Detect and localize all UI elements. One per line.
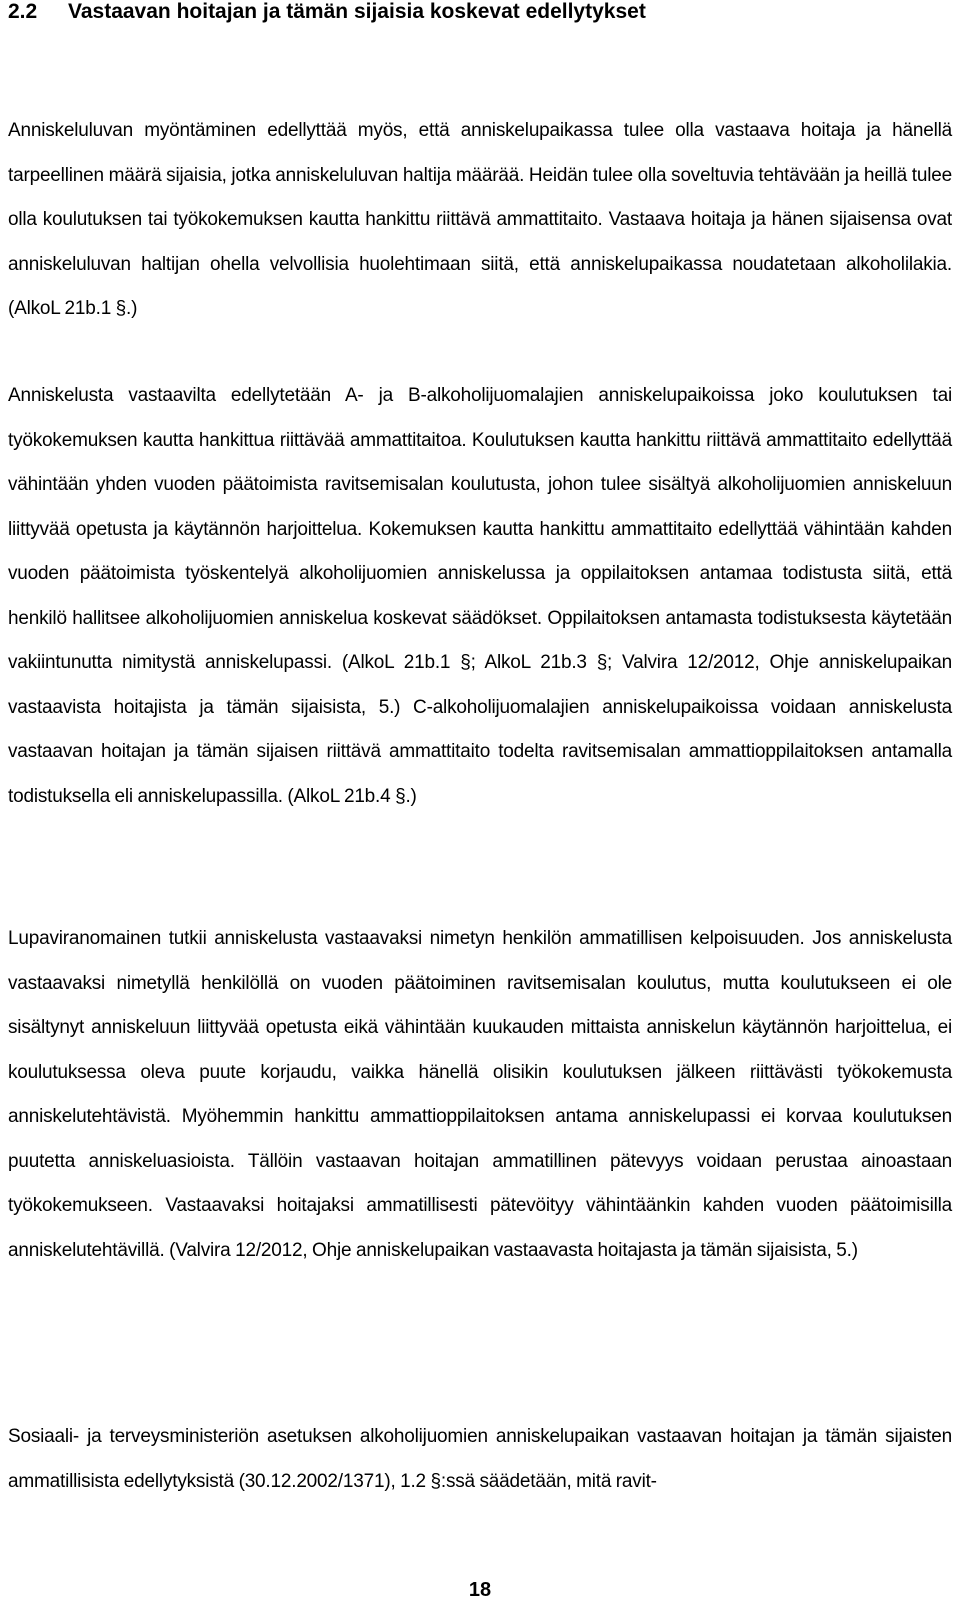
paragraph-competence-requirements: Anniskelusta vastaavilta edellytetään A- ja B-alkoholijuomalajien anniskelupaikoissa joko koulutuksen tai työkokemuksen kautta hankittua riittävää ammattitaitoa. Koulutuksen kautta hankittu riittävä ammattitaito edellyttää vähintään yhden vuoden päätoimista ravitsemisalan koulutusta, johon tulee sisältyä alkoholijuomien anniskeluun liittyvää opetusta ja käytännön harjoittelua. Kokemuksen kautta hankittu ammattitaito edellyttää vähintään kahden vuoden päätoimista työskentelyä alkoholijuomien anniskelussa ja oppilaitoksen antamaa todistusta siitä, että henkilö hallitsee alkoholijuomien anniskelua koskevat säädökset. Oppilaitoksen antamasta todistuksesta käytetään vakiintunutta nimitystä anniskelupassi. (AlkoL 21b.1 §; AlkoL 21b.3 §; Valvira 12/2012, Ohje anniskelupaikan vastaavista hoitajista ja tämän sijaisista, 5.) C-alkoholijuomalajien anniskelupaikoissa voidaan anniskelusta vastaavan hoitajan ja tämän sijaisen riittävä ammattitaito todelta ravitsemisalan ammattioppilaitoksen antamalla todistuksella eli anniskelupassilla. (AlkoL 21b.4 §.) <box>8 385 952 807</box>
paragraph-licensing-authority: Lupaviranomainen tutkii anniskelusta vastaavaksi nimetyn henkilön ammatillisen kelpoisuuden. Jos anniskelusta vastaavaksi nimetyllä henkilöllä on vuoden päätoiminen ravitsemisalan koulutus, mutta koulutukseen ei ole sisältynyt anniskeluun liittyvää opetusta eikä vähintään kuukauden mittaista anniskelun käytännön harjoittelua, ei koulutuksessa oleva puute korjaudu, vaikka hänellä olisikin koulutuksen jälkeen riittävästi työkokemusta anniskelutehtävistä. Myöhemmin hankittu ammattioppilaitoksen antama anniskelupassi ei korvaa koulutuksen puutetta anniskeluasioista. Tällöin vastaavan hoitajan ammatillinen pätevyys voidaan perustaa ainoastaan työkokemukseen. Vastaavaksi hoitajaksi ammatillisesti pätevöityy vähintäänkin kahden vuoden päätoimisilla anniskelutehtävillä. (Valvira 12/2012, Ohje anniskelupaikan vastaavasta hoitajasta ja tämän sijaisista, 5.) <box>8 928 952 1261</box>
section-heading <box>8 0 646 24</box>
section-number: 2.2 <box>8 0 38 23</box>
page-number: 18 <box>468 1579 492 1601</box>
paragraph-responsible-manager: Anniskeluluvan myöntäminen edellyttää myös, että anniskelupaikassa tulee olla vastaava hoitaja ja hänellä tarpeellinen määrä sijaisia, jotka anniskeluluvan haltija määrää. Heidän tulee olla soveltuvia tehtävään ja heillä tulee olla koulutuksen tai työkokemuksen kautta hankittu riittävä ammattitaito. Vastaava hoitaja ja hänen sijaisensa ovat anniskeluluvan haltijan ohella velvollisia huolehtimaan siitä, että anniskelupaikassa noudatetaan alkoholilakia. (AlkoL 21b.1 §.) <box>8 120 952 319</box>
paragraph-ministry-decree: Sosiaali- ja terveysministeriön asetuksen alkoholijuomien anniskelupaikan vastaavan hoitajan ja tämän sijaisten ammatillisista edellytyksistä (30.12.2002/1371), 1.2 §:ssä säädetään, mitä ravit- <box>8 1426 952 1492</box>
section-title: Vastaavan hoitajan ja tämän sijaisia koskevat edellytykset <box>68 0 646 23</box>
